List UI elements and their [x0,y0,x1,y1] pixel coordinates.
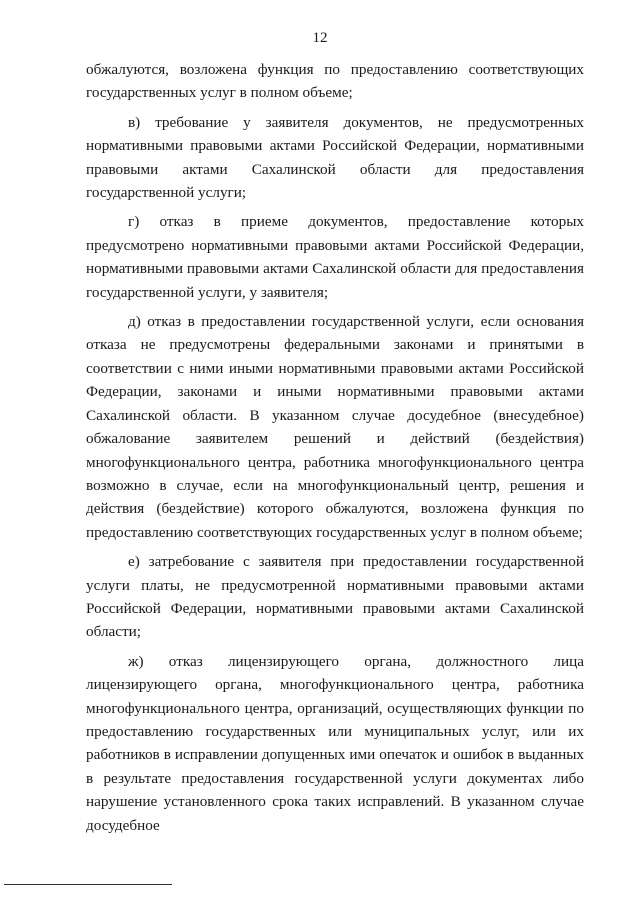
document-body [86,58,584,837]
paragraph-item-v: в) требование у заявителя документов, не предусмотренных нормативными правовыми актами Российской Федерации, нормативными правовыми актами Сахалинской области для предоставления государственной услуги; [86,113,584,202]
paragraph-item-d: д) отказ в предоставлении государственной услуги, если основания отказа не предусмотрены федеральными законами и принятыми в соответствии с ними иными нормативными правовыми актами Российской Федерации, законами и иными нормативными правовыми актами Сахалинской области. В указанном случае досудебное (внесудебное) обжалование заявителем решений и действий (бездействия) многофункционального центра, работника многофункционального центра возможно в случае, если на многофункциональный центр, решения и действия (бездействие) которого обжалуются, возложена функция по предоставлению соответствующих государственных услуг в полном объеме; [86,313,584,541]
paragraph-item-g: г) отказ в приеме документов, предоставление которых предусмотрено нормативными правовыми актами Российской Федерации, нормативными правовыми актами Сахалинской области для предоставления государственной услуги, у заявителя; [86,213,584,301]
footnote-divider [4,884,172,885]
paragraph-item-zh: ж) отказ лицензирующего органа, должностного лица лицензирующего органа, многофункционального центра, работника многофункционального центра, организаций, осуществляющих функции по предоставлению государственных или муниципальных услуг, или их работников в исправлении допущенных ими опечаток и ошибок в выданных в результате предоставления государственной услуги документах либо нарушение установленного срока таких исправлений. В указанном случае досудебное [86,652,584,834]
paragraph-continuation: обжалуются, возложена функция по предоставлению соответствующих государственных услуг в полном объеме; [86,61,584,102]
page-number: 12 [312,30,328,46]
paragraph-item-e: е) затребование с заявителя при предоставлении государственной услуги платы, не предусмотренной нормативными правовыми актами Российской Федерации, нормативными правовыми актами Сахалинской области; [86,553,584,641]
